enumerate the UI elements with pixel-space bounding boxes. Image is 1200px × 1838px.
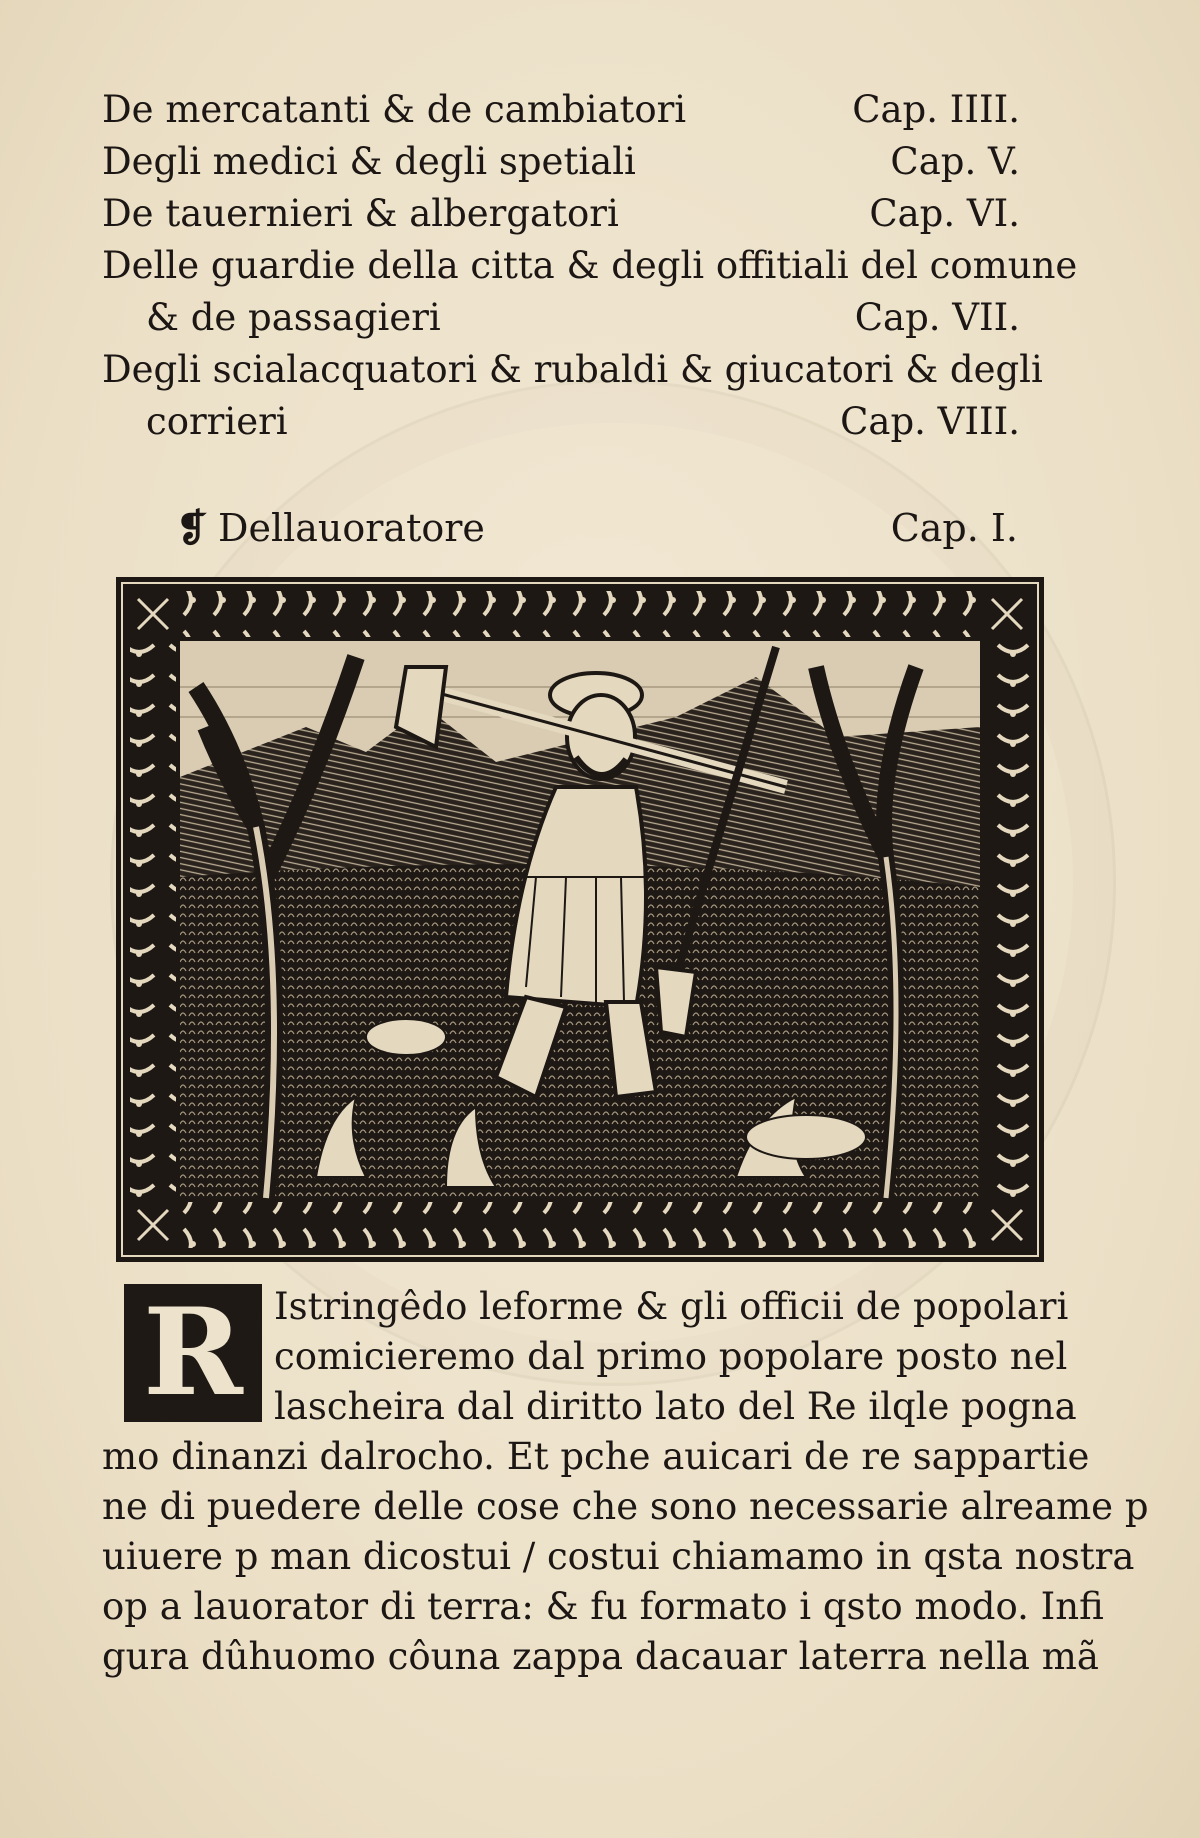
pilcrow-icon: ❡ <box>176 505 208 550</box>
toc-entry <box>102 136 1020 188</box>
woodcut-laborer-image <box>116 577 1044 1262</box>
toc-entry-title: De tauernieri & albergatori <box>102 192 619 235</box>
text-line: lascheira dal diritto lato del Re ilqle pogna <box>274 1385 1077 1428</box>
chapter-heading <box>176 500 1018 556</box>
toc-entry-chapter: Cap. V. <box>890 140 1020 183</box>
body-text <box>102 1282 1149 1682</box>
text-line: mo dinanzi dalrocho. Et pche auicari de re sappartie <box>102 1435 1090 1478</box>
text-line: op a lauorator di terra: & fu formato i qsto modo. Infi <box>102 1585 1104 1628</box>
text-line: comicieremo dal primo popolare posto nel <box>274 1335 1068 1378</box>
toc-entry <box>102 292 1020 344</box>
toc-entry <box>102 240 1078 292</box>
toc-entry-chapter: Cap. IIII. <box>852 88 1020 131</box>
toc-entry <box>102 396 1020 448</box>
table-of-contents <box>102 84 1078 448</box>
toc-entry-title: corrieri <box>146 400 288 443</box>
toc-entry <box>102 84 1020 136</box>
toc-entry-chapter: Cap. VII. <box>854 296 1020 339</box>
text-line: Istringêdo leforme & gli officii de popolari <box>274 1285 1069 1328</box>
text-line: gura dûhuomo côuna zappa dacauar laterra nella mã <box>102 1635 1099 1678</box>
toc-entry-title: Delle guardie della citta & degli offitiali del comune <box>102 244 1078 287</box>
toc-entry <box>102 188 1020 240</box>
toc-entry-title: & de passagieri <box>146 296 441 339</box>
drop-cap-letter: R <box>143 1282 243 1423</box>
text-line: ne di puedere delle cose che sono necessarie alreame p <box>102 1485 1149 1528</box>
chapter-title: Dellauoratore <box>218 506 485 550</box>
woodcut-illustration <box>116 577 1044 1262</box>
toc-entry-chapter: Cap. VI. <box>869 192 1020 235</box>
toc-entry-chapter: Cap. VIII. <box>840 400 1020 443</box>
toc-entry-title: Degli scialacquatori & rubaldi & giucatori & degli <box>102 348 1043 391</box>
toc-entry-title: Degli medici & degli spetiali <box>102 140 636 183</box>
text-line: uiuere p man dicostui / costui chiamamo in qsta nostra <box>102 1535 1135 1578</box>
chapter-number: Cap. I. <box>890 506 1018 550</box>
toc-entry <box>102 344 1043 396</box>
toc-entry-title: De mercatanti & de cambiatori <box>102 88 687 131</box>
